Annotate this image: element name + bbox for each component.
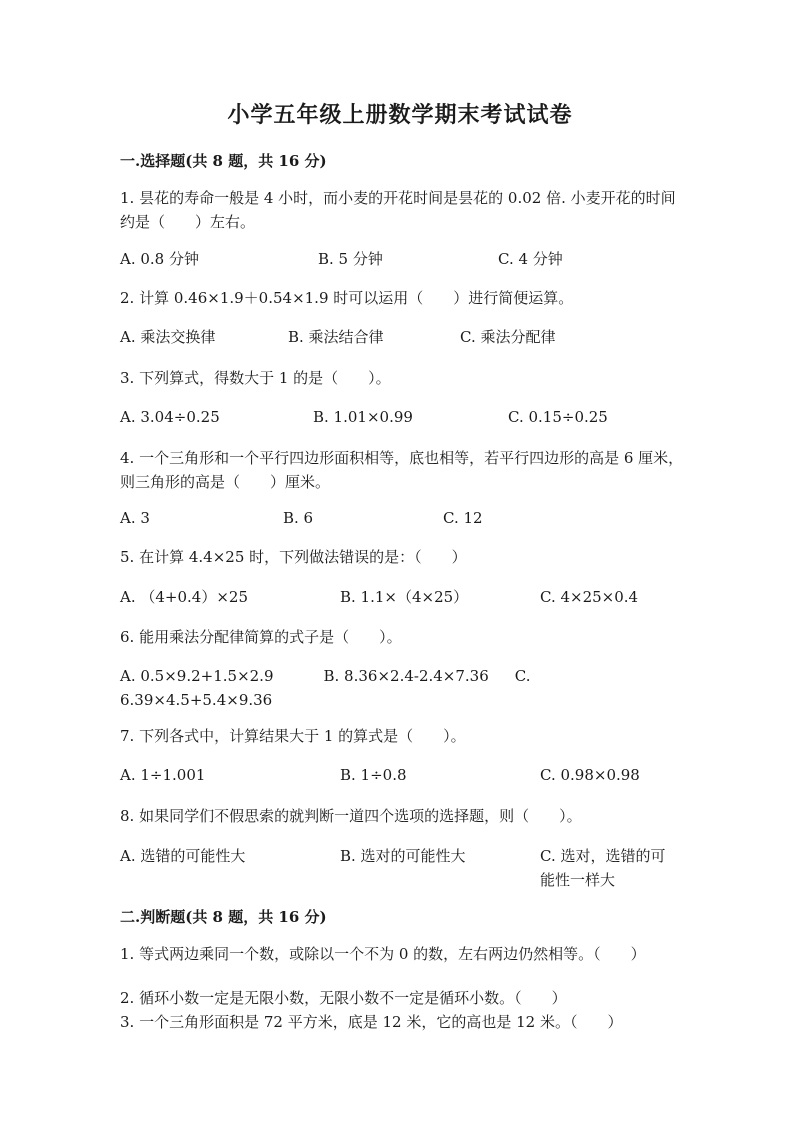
- question-2: 2. 计算 0.46×1.9＋0.54×1.9 时可以运用（ ）进行简便运算。: [120, 289, 574, 307]
- q2-option-b: B. 乘法结合律: [288, 328, 384, 346]
- q8-option-b: B. 选对的可能性大: [340, 847, 466, 865]
- question-1: 1. 昙花的寿命一般是 4 小时，而小麦的开花时间是昙花的 0.02 倍. 小麦开花的时间约是（ ）左右。: [120, 189, 676, 231]
- q3-option-a: A. 3.04÷0.25: [120, 408, 220, 426]
- judgment-question-2: 2. 循环小数一定是无限小数，无限小数不一定是循环小数。（ ）: [120, 989, 567, 1007]
- q4-option-a: A. 3: [120, 509, 150, 527]
- q3-option-b: B. 1.01×0.99: [313, 408, 413, 426]
- q7-option-c: C. 0.98×0.98: [540, 766, 640, 784]
- q8-option-c: C. 选对，选错的可能性一样大: [540, 847, 666, 889]
- q1-option-a: A. 0.8 分钟: [120, 250, 199, 268]
- q5-option-a: A. （4+0.4）×25: [120, 588, 248, 606]
- question-6: 6. 能用乘法分配律简算的式子是（ ）。: [120, 628, 402, 646]
- q6-option-c: C. 6.39×4.5+5.4×9.36: [120, 667, 531, 709]
- q7-option-a: A. 1÷1.001: [120, 766, 206, 784]
- judgment-question-3: 3. 一个三角形面积是 72 平方米，底是 12 米，它的高也是 12 米。（ ）: [120, 1013, 623, 1031]
- q7-option-b: B. 1÷0.8: [340, 766, 407, 784]
- question-4: 4. 一个三角形和一个平行四边形面积相等，底也相等，若平行四边形的高是 6 厘米，则三角形的高是（ ）厘米。: [120, 449, 684, 491]
- page-title: 小学五年级上册数学期末考试试卷: [227, 102, 573, 128]
- q2-option-a: A. 乘法交换律: [120, 328, 216, 346]
- q6-option-a: A. 0.5×9.2+1.5×2.9: [120, 667, 274, 685]
- q6-options: [120, 664, 685, 712]
- q5-option-b: B. 1.1×（4×25）: [340, 588, 469, 606]
- q4-option-c: C. 12: [443, 509, 483, 527]
- q2-option-c: C. 乘法分配律: [460, 328, 556, 346]
- section-heading-choice: 一.选择题(共 8 题，共 16 分): [120, 152, 327, 170]
- question-8: 8. 如果同学们不假思索的就判断一道四个选项的选择题，则（ ）。: [120, 807, 582, 825]
- question-5: 5. 在计算 4.4×25 时，下列做法错误的是：（ ）: [120, 548, 467, 566]
- q4-option-b: B. 6: [283, 509, 314, 527]
- judgment-question-1: 1. 等式两边乘同一个数，或除以一个不为 0 的数，左右两边仍然相等。（ ）: [120, 945, 646, 963]
- q6-option-b: B. 8.36×2.4-2.4×7.36: [323, 667, 489, 685]
- q3-option-c: C. 0.15÷0.25: [508, 408, 608, 426]
- q8-option-a: A. 选错的可能性大: [120, 847, 246, 865]
- section-heading-judgment: 二.判断题(共 8 题，共 16 分): [120, 908, 327, 926]
- question-3: 3. 下列算式，得数大于 1 的是（ ）。: [120, 369, 391, 387]
- q1-option-c: C. 4 分钟: [498, 250, 563, 268]
- q5-option-c: C. 4×25×0.4: [540, 588, 639, 606]
- q1-option-b: B. 5 分钟: [318, 250, 383, 268]
- question-7: 7. 下列各式中，计算结果大于 1 的算式是（ ）。: [120, 727, 466, 745]
